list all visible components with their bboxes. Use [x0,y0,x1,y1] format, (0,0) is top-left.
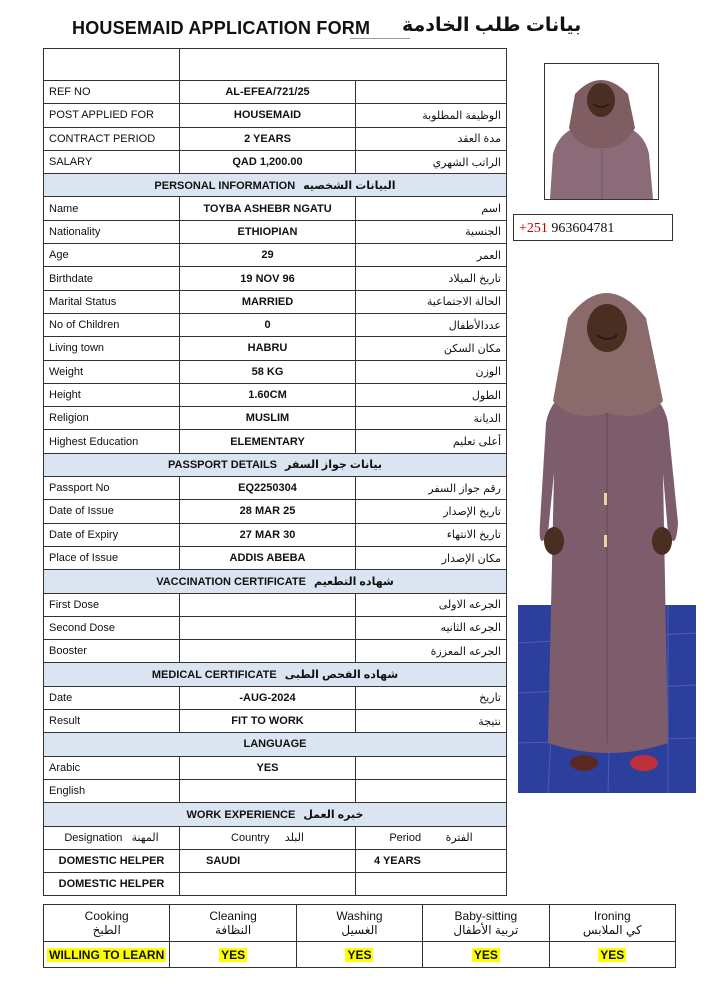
field-value [180,640,356,663]
section-title: MEDICAL CERTIFICATE [151,669,277,682]
form-row [44,383,507,406]
form-row [44,779,507,802]
field-value [180,779,356,802]
work-designation-header: Designation [64,832,123,845]
form-row [44,197,507,220]
field-label: Weight [44,360,180,383]
field-label: Place of Issue [44,546,180,569]
field-value: ADDIS ABEBA [180,546,356,569]
section-title: PERSONAL INFORMATION [154,179,296,192]
field-label-arabic: الجرعه الاولى [356,593,507,616]
field-value: EQ2250304 [180,477,356,500]
field-label: Date of Issue [44,500,180,523]
skill-name: Washing [336,909,383,923]
title-underline [350,38,410,39]
field-value: 29 [180,244,356,267]
section-title-arabic: شهاده الفحص الطبى [284,669,399,682]
section-title-arabic: شهاده التطعيم [313,575,394,588]
field-value: 1.60CM [180,383,356,406]
form-row [44,360,507,383]
skill-name: Cooking [84,909,129,923]
field-label-arabic: تاريخ الإصدار [356,500,507,523]
work-header-row [44,826,507,849]
skill-name-arabic: النظافة [214,923,252,937]
skill-name: Ironing [593,909,631,923]
section-title: LANGUAGE [44,733,507,756]
work-country-header-arabic: البلد [284,832,304,845]
work-period [356,873,507,896]
form-row [44,756,507,779]
field-value: QAD 1,200.00 [180,150,356,173]
work-period-header: Period [389,832,422,845]
form-title: HOUSEMAID APPLICATION FORM [72,18,371,38]
section-work-header [44,803,507,826]
field-label-arabic: رقم جواز السفر [356,477,507,500]
form-row [44,313,507,336]
field-value [180,616,356,639]
section-title: VACCINATION CERTIFICATE [156,575,306,588]
field-value: 58 KG [180,360,356,383]
field-label-arabic: الجرعه المعززة [356,640,507,663]
section-title: WORK EXPERIENCE [186,808,296,821]
field-label: Passport No [44,477,180,500]
application-form-table [43,48,507,896]
skill-value: YES [600,947,625,962]
section-title-arabic: البيانات الشخصيه [303,179,396,192]
field-label-arabic: الوزن [356,360,507,383]
field-value: ETHIOPIAN [180,220,356,243]
field-label-arabic: عددالأطفال [356,313,507,336]
form-row [44,593,507,616]
field-value: ELEMENTARY [180,430,356,453]
form-row [44,616,507,639]
work-country: SAUDI [180,849,356,872]
work-country-header: Country [231,832,270,845]
field-label-arabic: الحالة الاجتماعية [356,290,507,313]
field-label-arabic: تاريخ الميلاد [356,267,507,290]
field-label: SALARY [44,150,180,173]
field-label: Booster [44,640,180,663]
work-period-header-arabic: الفترة [445,832,473,845]
skill-name: Baby-sitting [454,909,518,923]
field-label-arabic: الجرعه الثانيه [356,616,507,639]
skills-table [43,904,676,968]
skill-name-arabic: كي الملابس [582,923,642,937]
field-label-arabic: أعلى تعليم [356,430,507,453]
form-row [44,430,507,453]
work-designation: DOMESTIC HELPER [44,873,180,896]
field-label-arabic: اسم [356,197,507,220]
applicant-full-body-photo [518,273,696,793]
field-label-arabic: الوظيفة المطلوبة [356,104,507,127]
form-row [44,337,507,360]
field-value: MUSLIM [180,407,356,430]
form-title-arabic: بيانات طلب الخادمة [402,15,582,36]
field-label-arabic: العمر [356,244,507,267]
field-label: Date [44,686,180,709]
field-value: HOUSEMAID [180,104,356,127]
form-row [44,477,507,500]
form-row [44,127,507,150]
form-row [44,710,507,733]
field-label-arabic: تاريخ [356,686,507,709]
form-row [44,81,507,104]
work-designation: DOMESTIC HELPER [44,849,180,872]
field-label: Highest Education [44,430,180,453]
field-value: MARRIED [180,290,356,313]
field-value: TOYBA ASHEBR NGATU [180,197,356,220]
field-label-arabic [356,81,507,104]
field-value: 28 MAR 25 [180,500,356,523]
skills-value-row [44,942,676,968]
field-label: Second Dose [44,616,180,639]
field-label: Name [44,197,180,220]
field-label-arabic: الطول [356,383,507,406]
field-value: 2 YEARS [180,127,356,150]
field-label-arabic: تاريخ الانتهاء [356,523,507,546]
section-personal-header [44,174,507,197]
field-label: Birthdate [44,267,180,290]
skill-name-arabic: الغسيل [341,923,378,937]
section-medical-header [44,663,507,686]
field-label: Height [44,383,180,406]
field-label: Marital Status [44,290,180,313]
field-label-arabic: الديانة [356,407,507,430]
field-label: Nationality [44,220,180,243]
form-row [44,104,507,127]
field-label: CONTRACT PERIOD [44,127,180,150]
form-row [44,640,507,663]
form-row [44,244,507,267]
field-value: AL-EFEA/721/25 [180,81,356,104]
field-label-arabic: مدة العقد [356,127,507,150]
field-label: Religion [44,407,180,430]
form-row [44,267,507,290]
phone-number-box [513,214,673,241]
section-passport-header [44,453,507,476]
work-country [180,873,356,896]
field-value: -AUG-2024 [180,686,356,709]
form-row [44,150,507,173]
form-row [44,407,507,430]
field-label: Arabic [44,756,180,779]
field-label: Living town [44,337,180,360]
field-label-arabic: الراتب الشهري [356,150,507,173]
field-value: FIT TO WORK [180,710,356,733]
work-designation-header-arabic: المهنة [131,832,159,845]
blank-header-row [44,49,507,81]
form-row [44,290,507,313]
section-language-header [44,733,507,756]
field-label-arabic: نتيجة [356,710,507,733]
skills-header-row [44,905,676,942]
field-label: First Dose [44,593,180,616]
form-row [44,220,507,243]
work-period: 4 YEARS [356,849,507,872]
skill-value: YES [473,947,498,962]
phone-number: 963604781 [551,221,615,236]
field-value: 27 MAR 30 [180,523,356,546]
field-value [180,593,356,616]
section-title: PASSPORT DETAILS [168,459,278,472]
section-title-arabic: خبره العمل [303,808,364,821]
skill-value: YES [347,947,372,962]
field-label: Result [44,710,180,733]
field-label-arabic: الجنسية [356,220,507,243]
full-body-photo-image [518,273,696,793]
form-row [44,546,507,569]
section-title-arabic: بيانات جواز السفر [285,459,382,472]
field-value: YES [180,756,356,779]
portrait-photo-image [545,64,658,199]
field-label: REF NO [44,81,180,104]
form-row [44,500,507,523]
work-row [44,849,507,872]
applicant-portrait-photo [544,63,659,200]
skill-name-arabic: الطبخ [92,923,121,937]
skill-value: WILLING TO LEARN [49,947,165,962]
skill-value: YES [221,947,246,962]
work-row [44,873,507,896]
skill-name-arabic: تربية الأطفال [453,923,519,937]
field-label-arabic: مكان الإصدار [356,546,507,569]
phone-country-code: +251 [519,221,548,236]
field-label: No of Children [44,313,180,336]
field-value: 19 NOV 96 [180,267,356,290]
field-label: POST APPLIED FOR [44,104,180,127]
field-label: English [44,779,180,802]
form-row [44,686,507,709]
skill-name: Cleaning [209,909,257,923]
form-row [44,523,507,546]
field-value: 0 [180,313,356,336]
field-label-arabic: مكان السكن [356,337,507,360]
section-vaccination-header [44,570,507,593]
field-value: HABRU [180,337,356,360]
field-label: Date of Expiry [44,523,180,546]
field-label: Age [44,244,180,267]
